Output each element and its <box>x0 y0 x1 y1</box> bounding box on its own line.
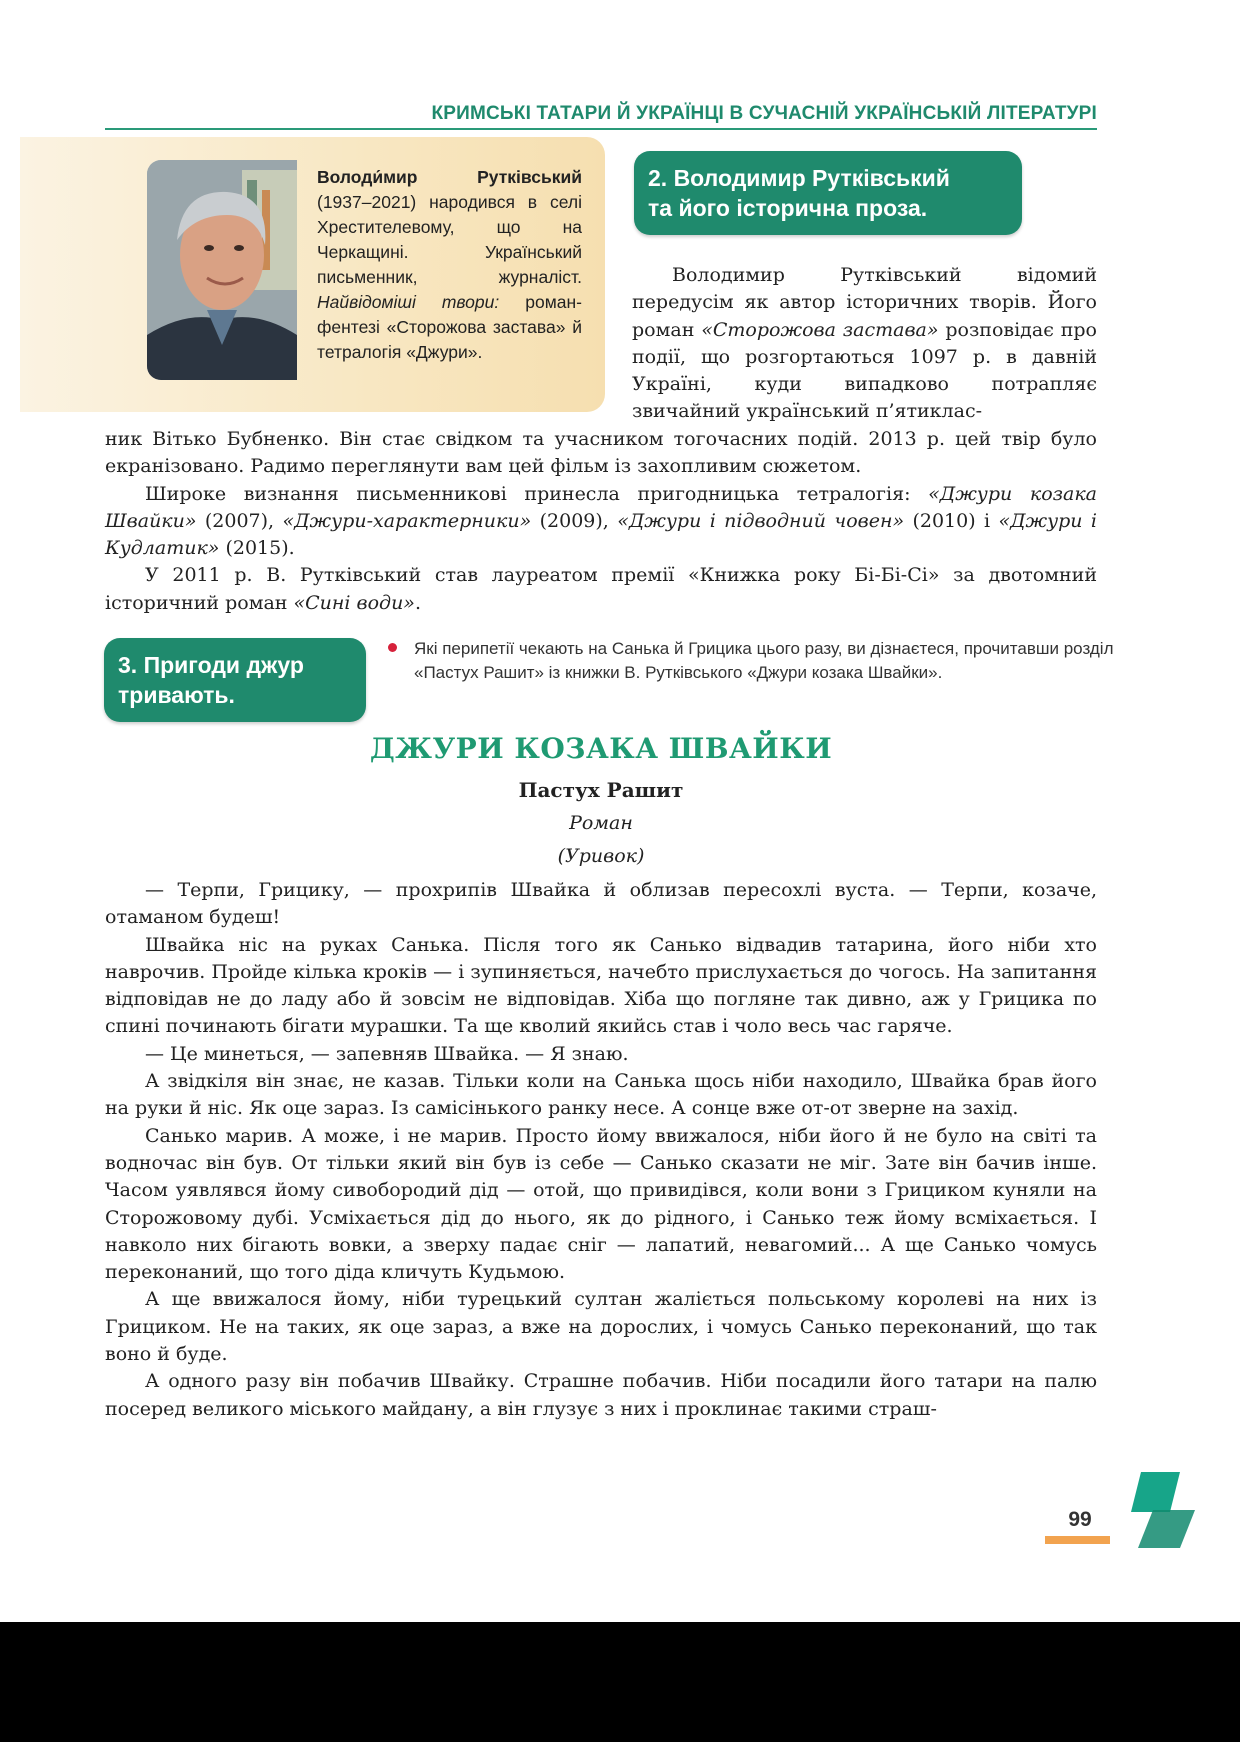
story-paragraph: А ще ввижалося йому, ніби турецький султан жаліється польському королеві на них із Грициком. Не на таких, як оце зараз, а вже на дорослих, і чомусь Санько переконаний, що так воно й буде. <box>105 1288 1097 1366</box>
paragraph-adaptation: ник Вітько Бубненко. Він стає свідком та учасником тогочасних подій. 2013 р. цей твір було екранізовано. Радимо переглянути вам цей фільм із захопливим сюжетом. <box>105 428 1097 478</box>
works-text: роман-фентезі «Сторожова застава» й тетралогія «Джури». <box>317 292 582 362</box>
section-3-title-line2: тривають. <box>118 682 235 708</box>
page-number: 99 <box>1068 1508 1092 1531</box>
tetralogy-title-4: «Джури і Кудлатик» <box>105 509 1097 560</box>
story-paragraph: — Терпи, Грицику, — прохрипів Швайка й облизав пересохлі вуста. — Терпи, козаче, отаманом будеш! <box>105 879 1097 929</box>
author-bio <box>317 165 582 365</box>
section-2-body <box>105 426 1097 617</box>
bullet-dot-icon <box>388 643 397 652</box>
page-number-bar <box>1045 1536 1110 1544</box>
excerpt-label: (Уривок) <box>557 845 645 867</box>
section-2-title-line1: 2. Володимир Рутківський <box>648 165 950 191</box>
portrait-illustration <box>147 160 297 380</box>
author-profession: Український письменник, журналіст. <box>317 242 582 287</box>
section-2-intro <box>632 262 1097 426</box>
author-name: Володи́мир Рутківський <box>317 167 582 187</box>
running-header: КРИМСЬКІ ТАТАРИ Й УКРАЇНЦІ В СУЧАСНІЙ УКРАЇНСЬКІЙ ЛІТЕРАТУРІ <box>431 103 1097 124</box>
section-2-badge <box>634 151 1022 235</box>
story-paragraph: — Це минеться, — запевняв Швайка. — Я знаю. <box>145 1042 629 1065</box>
genre-label: Роман <box>569 812 633 834</box>
intro-text: Володимир Рутківський відомий передусім як автор історичних творів. Його роман <box>632 264 1097 341</box>
tetralogy-title-3: «Джури і підводний човен» <box>617 509 905 532</box>
chapter-title: Пастух Рашит <box>518 778 684 802</box>
story-paragraph: А звідкіля він знає, не казав. Тільки коли на Санька щось ніби находило, Швайка брав його на руки й ніс. Як оце зараз. Із самісінького ранку несе. А сонце вже от-от зверне на захід. <box>105 1070 1097 1120</box>
section-2-title-line2: та його історична проза. <box>648 195 928 221</box>
author-portrait <box>147 160 297 380</box>
question-text: Які перипетії чекають на Санька й Грицика цього разу, ви дізнаєтеся, прочитавши розділ «Пастух Рашит» із книжки В. Рутківського «Джури козака Швайки». <box>414 639 1114 682</box>
works-label: Найвідоміші твори: <box>317 292 500 312</box>
story-paragraph: Санько марив. А може, і не марив. Просто йому ввижалося, ніби його й не було на світі та водночас він був. От тільки який він був із себе — Санько сказати не міг. Зате він бачив інше. Часом уявлявся йому сивобородий дід — отой, що привидівся, коли вони з Грициком куняли на Сторожовому дубі. Усміхається дід до нього, як до рідного, і Санько теж йому всміхається. І навколо них бігають вовки, а зверху падає сніг — лапатий, невагомий... А ще Санько чомусь переконаний, що того діда кличуть Кудьмою. <box>105 1124 1097 1284</box>
story-text <box>105 877 1097 1423</box>
section-3-title-line1: 3. Пригоди джур <box>118 652 304 678</box>
intro-rest: розповідає про події, що розгортаються 1097 р. в давній Україні, куди випадково потрапляє звичайний український п’ятиклас- <box>632 318 1097 423</box>
paragraph-award: У 2011 р. В. Рутківський став лауреатом премії «Книжка року Бі-Бі-Сі» за двотомний історичний роман «Сині води». <box>105 564 1097 614</box>
section-3-question <box>388 637 1114 685</box>
story-paragraph: Швайка ніс на руках Санька. Після того як Санько відвадив татарина, його ніби хто наврочив. Пройде кілька кроків — і зупиняється, начебто прислухається до чогось. На запитання відповідав не до ладу або й зовсім не відповідав. Хіба що погляне так дивно, аж у Грицика по спині починають бігати мурашки. Та ще кволий якийсь став і чоло весь час гаряче. <box>105 933 1097 1038</box>
header-rule <box>105 128 1097 130</box>
story-paragraph: А одного разу він побачив Швайку. Страшне побачив. Ніби посадили його татари на палю посеред великого міського майдану, а він глузує з них і проклинає такими страш- <box>105 1370 1097 1420</box>
section-3-badge <box>104 638 366 722</box>
award-novel-title: «Сині води» <box>293 591 415 614</box>
author-birth: (1937–2021) народився в селі Хрестителевому, що на Черкащині. <box>317 192 582 262</box>
tetralogy-title-2: «Джури-характерники» <box>282 509 532 532</box>
paragraph-tetralogy: Широке визнання письменникові принесла пригодницька тетралогія: «Джури козака Швайки» (2007), «Джури-характерники» (2009), «Джури і підводний човен» (2010) і «Джури і Кудлатик» (2015). <box>105 482 1097 560</box>
corner-decoration-icon <box>1125 1470 1200 1550</box>
tetralogy-title-1: «Джури козака Швайки» <box>105 482 1097 532</box>
intro-novel-title: «Сторожова застава» <box>701 318 939 341</box>
work-title: ДЖУРИ КОЗАКА ШВАЙКИ <box>369 732 833 765</box>
